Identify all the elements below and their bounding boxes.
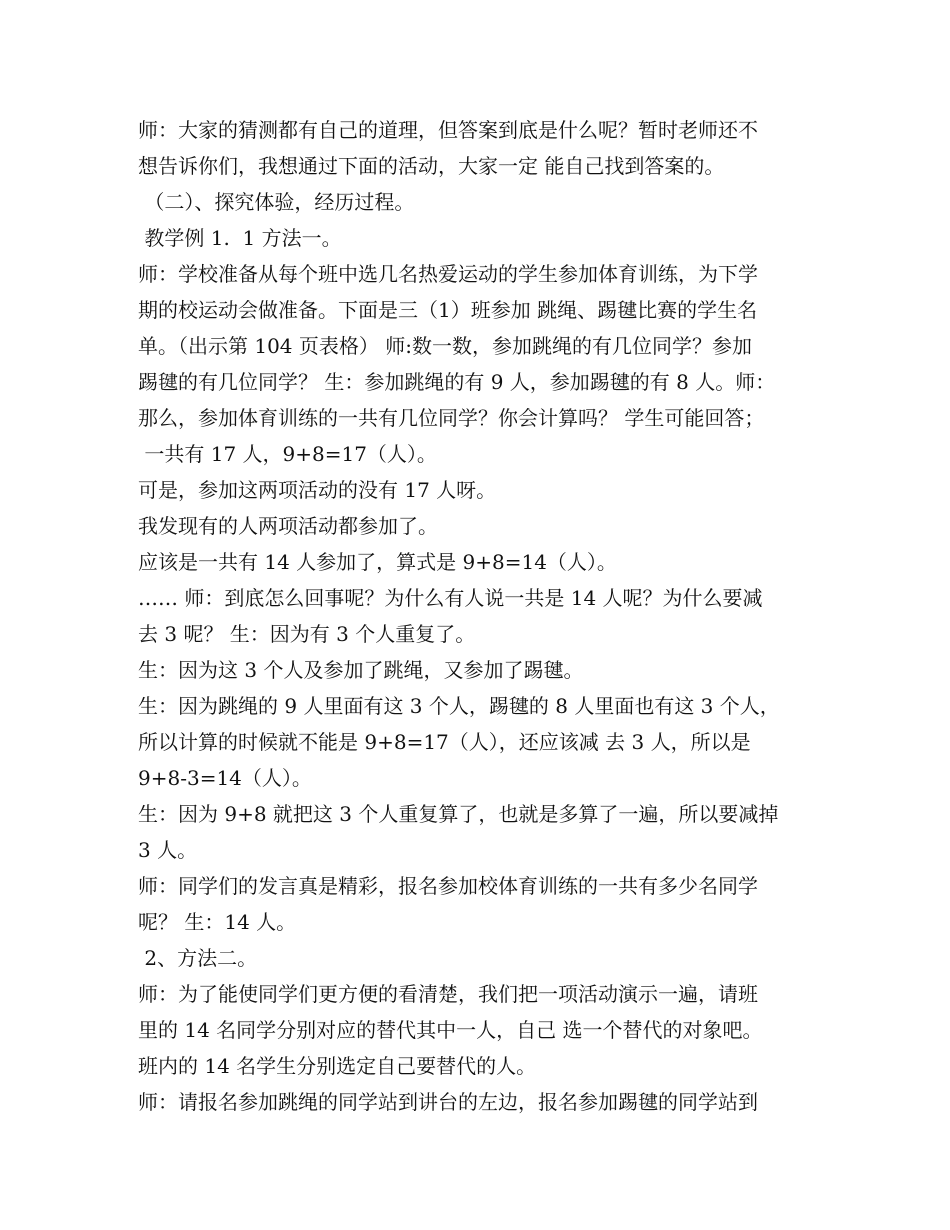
text-line: 可是，参加这两项活动的没有 17 人呀。	[138, 478, 497, 502]
text-line: 那么，参加体育训练的一共有几位同学？你会计算吗？ 学生可能回答；	[138, 406, 765, 430]
document-body	[138, 112, 828, 1120]
text-line: 去 3 呢？ 生：因为有 3 个人重复了。	[138, 622, 476, 646]
text-line: …… 师：到底怎么回事呢？为什么有人说一共是 14 人呢？为什么要减	[138, 586, 763, 610]
section-heading: （二）、探究体验，经历过程。	[138, 190, 415, 214]
text-line: 单。（出示第 104 页表格） 师:数一数，参加跳绳的有几位同学？参加	[138, 334, 752, 358]
method-heading: 2、方法二。	[138, 946, 258, 970]
text-line: 师：学校准备从每个班中选几名热爱运动的学生参加体育训练，为下学	[138, 262, 758, 286]
text-line: 想告诉你们，我想通过下面的活动，大家一定 能自己找到答案的。	[138, 154, 725, 178]
text-line: 一共有 17 人，9+8=17（人）。	[138, 442, 437, 466]
text-line: 师：请报名参加跳绳的同学站到讲台的左边，报名参加踢毽的同学站到	[138, 1090, 758, 1114]
text-line: 师：为了能使同学们更方便的看清楚，我们把一项活动演示一遍，请班	[138, 982, 758, 1006]
text-line: 班内的 14 名学生分别选定自己要替代的人。	[138, 1054, 537, 1078]
text-line: 呢？ 生：14 人。	[138, 910, 297, 934]
text-line: 踢毽的有几位同学？ 生：参加跳绳的有 9 人，参加踢毽的有 8 人。师：	[138, 370, 776, 394]
text-line: 师：同学们的发言真是精彩，报名参加校体育训练的一共有多少名同学	[138, 874, 758, 898]
text-line: 3 人。	[138, 838, 198, 862]
text-line: 师：大家的猜测都有自己的道理，但答案到底是什么呢？暂时老师还不	[138, 118, 758, 142]
text-line: 生：因为跳绳的 9 人里面有这 3 个人，踢毽的 8 人里面也有这 3 个人，	[138, 694, 780, 718]
text-line: 应该是一共有 14 人参加了，算式是 9+8=14（人）。	[138, 550, 617, 574]
text-line: 我发现有的人两项活动都参加了。	[138, 514, 438, 538]
text-line: 生：因为这 3 个人及参加了跳绳，又参加了踢毽。	[138, 658, 584, 682]
example-heading: 教学例 1. 1 方法一。	[138, 226, 342, 250]
text-line: 里的 14 名同学分别对应的替代其中一人，自己 选一个替代的对象吧。	[138, 1018, 763, 1042]
text-line: 9+8-3=14（人）。	[138, 766, 312, 790]
text-line: 期的校运动会做准备。下面是三（1）班参加 跳绳、踢毽比赛的学生名	[138, 298, 758, 322]
text-line: 所以计算的时候就不能是 9+8=17（人），还应该减 去 3 人，所以是	[138, 730, 751, 754]
text-line: 生：因为 9+8 就把这 3 个人重复算了，也就是多算了一遍，所以要减掉	[138, 802, 779, 826]
